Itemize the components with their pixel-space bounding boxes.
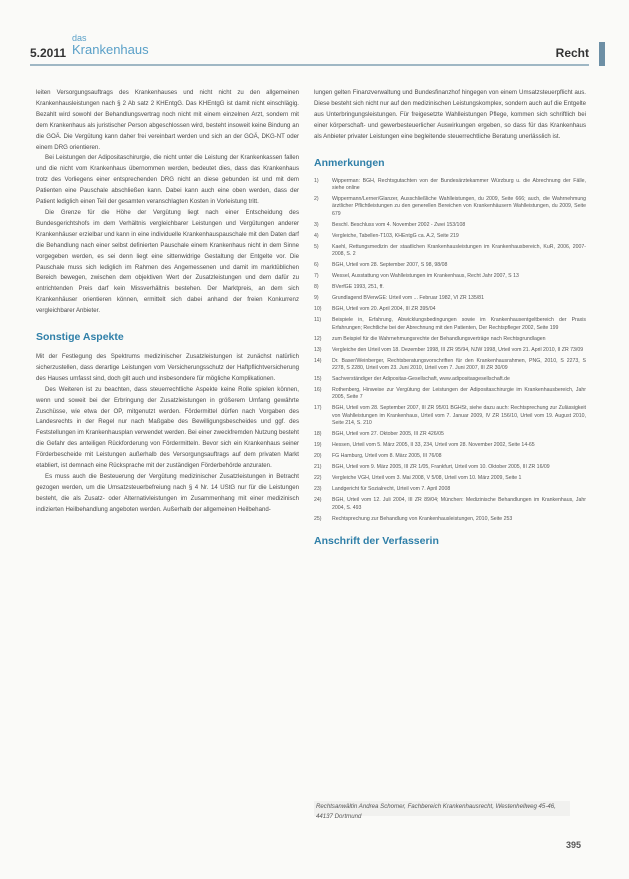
body-paragraph: Es muss auch die Besteuerung der Vergütung medizinischer Zusatzleistungen in Betracht gezogen werden, um die Umsatzsteuerbefreiung nach § 4 Nr. 14 UStG nur für die Leistungen besteht, die als Zusatz- oder Alternativleistungen im Zusammenhang mit einer medizinisch indizierten Heilbehandlung angeboten werden. Außerhalb der allgemeinen Heilbehand- xyxy=(36,473,299,513)
note-text: zum Beispiel für die Wahrnehmungsrechte der Behandlungsverträge nach Rechtsgrundlagen xyxy=(332,335,546,342)
note-number: 18) xyxy=(314,431,322,438)
note-item xyxy=(314,284,586,291)
note-item xyxy=(314,405,586,427)
note-number: 17) xyxy=(314,405,322,412)
note-text: Rechtsprechung zur Behandlung von Krankenhausleistungen, 2010, Seite 253 xyxy=(332,515,513,522)
body-paragraph: Die Grenze für die Höhe der Vergütung liegt nach einer Entscheidung des Bundesgerichtshofs im dem Verhältnis vergleichbarer Leistungen und Vergütungen anderer Krankenhäuser erzielbar und kann in eine individuelle Krankenhauspauschale mit den Daten darf die Behandlung nach einer selbst definierten Pauschale einem Krankenhaus nicht in dem Sinne vorgegeben werden, es sei denn liegt eine sittenwidrige Gestaltung der Entgelte vor. Die Pauschale muss sich lediglich im Rahmen des Angemessenen und damit im marktüblichen Bereich bewegen, zwischen dem objektiven Wert der Zusatzleistungen und dem dafür zu entrichtenden Preis darf kein Missverhältnis bestehen. Der Marktpreis, an dem sich Krankenhäuser orientieren können, ermittelt sich dabei anhand der freien Konkurrenz vergleichbarer Anbieter. xyxy=(36,208,299,315)
note-item xyxy=(314,358,586,373)
note-item xyxy=(314,262,586,269)
note-item xyxy=(314,178,586,193)
note-item xyxy=(314,431,586,438)
note-number: 7) xyxy=(314,273,319,280)
note-number: 2) xyxy=(314,195,319,202)
page-number: 395 xyxy=(566,840,582,850)
note-number: 9) xyxy=(314,295,319,302)
note-item xyxy=(314,347,586,354)
note-text: Dr. Baser/Weinberger, Rechtsberatungsvorschriften für den Krankenhausrahmen, PNG, 2010, S 2273, S 2278, S 2280, Urteil vom 23. Juni 2010, Urteil vom 7. Juni 2007, III ZR 30/09 xyxy=(332,357,586,371)
note-text: Kaehl, Rettungsmedizin der staatlichen Krankenhausleistungen im Krankenhausbereich, KuR, 2006, 2007-2008, S. 2 xyxy=(332,243,586,258)
note-text: Wippermann/Lerner/Glanzer, Ausschließliche Wahlleistungen, du 2009, Seite 666; auch, die Wahrnehmung ärztlicher Pflichtleistungen zu den generellen Bereichen von Krankenhäusern Wahlleistungen, du 2009, Seite 679 xyxy=(332,195,586,217)
note-item xyxy=(314,273,586,280)
body-paragraph: lungen gelten Finanzverwaltung und Bundesfinanzhof hingegen von einem Umsatzsteuerpflicht aus. Diese besteht sich nicht nur auf den medizinischen Leistungskomplex, sondern auch auf die Entgelte aus Unterbringungsleistungen. Für freigesetzte Wahlleistungen Pflege, kommen sich schriftlich bei einer körperschaft- und gewerbesteuerlicher Auswirkungen ergeben, so dass für das Krankenhaus als Anbieter privater Leistungen eine begleitende steuerrechtliche Beratung unerlässlich ist. xyxy=(314,89,587,140)
note-text: Vergleiche VGH, Urteil vom 3. Mai 2008, V 5/08, Urteil vom 10. März 2009, Seite 1 xyxy=(332,475,522,482)
logo-bottom: Krankenhaus xyxy=(72,42,149,57)
note-number: 4) xyxy=(314,232,319,239)
body-paragraph: Bei Leistungen der Adipositaschirurgie, die nicht unter die Leistung der Krankenkassen fallen und die nicht vom Krankenhaus übernommen werden, bedeutet dies, dass das Krankenhaus trotz des Vorliegens einer entsprechenden DRG nicht an diese gebunden ist und mit dem Patienten eine Pauschale abschließen kann. Dabei kann auch eine oben werden, dass der Patient lediglich einen Teil der gesamten veranschlagten Kosten in Vorleistung tritt. xyxy=(36,154,299,206)
note-item xyxy=(314,376,586,383)
journal-logo xyxy=(72,34,149,56)
right-column xyxy=(314,88,586,556)
note-item xyxy=(314,306,586,313)
note-item xyxy=(314,453,586,460)
header-rule xyxy=(30,64,589,66)
note-text: Vergleiche, Tabellen-T103, KHEntgG ca. A.2, Seite 219 xyxy=(332,232,459,239)
note-item xyxy=(314,222,586,229)
issue-number: 5.2011 xyxy=(30,46,67,60)
author-heading: Anschrift der Verfasserin xyxy=(314,535,439,547)
note-text: BGH, Urteil vom 9. März 2005, III ZR 1/05, Frankfurt, Urteil vom 10. Oktober 2005, III ZR 16/09 xyxy=(332,464,550,471)
note-number: 10) xyxy=(314,306,322,313)
note-number: 22) xyxy=(314,475,322,482)
note-number: 14) xyxy=(314,357,322,364)
body-paragraph: Des Weiteren ist zu beachten, dass steuerrechtliche Aspekte keine Rolle spielen können, wenn und soweit bei der Erbringung der Zusatzleistungen in größerem Umfang gewährte Zuschüsse, wie etwa der OP, mitgenutzt werden. Fördermittel dürfen nach Vorgaben des Landesrechts in der Regel nur nach Maßgabe des Bewilligungsbescheides und ggf. des Feststellungen im Krankenhausplan verwendet werden. Bei einer zweckfremden Nutzung besteht die Gefahr des anteiligen Rückforderung von Fördermitteln. Bevor sich ein Krankenhaus seiner Förderbescheide mit Leistungen außerhalb des Versorgungsauftrags auf dem privaten Markt etabliert, ist demnach eine Rücksprache mit der zuständigen Förderbehörde anzuraten. xyxy=(36,385,299,470)
note-item xyxy=(314,486,586,493)
page-header xyxy=(0,28,629,68)
note-text: Wipperman: BGH, Rechtsgutachten von der Bundesärztekammer Würzburg u. die Abrechnung der Fälle, siehe online xyxy=(332,177,586,191)
note-text: Wessel, Ausstattung von Wahlleistungen im Krankenhaus, Recht Jahr 2007, S 13 xyxy=(332,273,519,280)
note-text: Beispiele in, Erfahrung, Abwicklungsbedingungen sowie im Krankenhausentgeltbereich der Praxis Erfahrungen; Rechtliche bei der Abrechnung mit den Patienten, Der Rechtspfleger 2002, Seite 199 xyxy=(332,317,586,331)
note-item xyxy=(314,387,586,402)
notes-list xyxy=(314,178,586,523)
note-number: 6) xyxy=(314,262,319,269)
section-tab xyxy=(599,42,605,66)
note-number: 1) xyxy=(314,177,319,184)
note-number: 15) xyxy=(314,375,322,382)
notes-heading: Anmerkungen xyxy=(314,156,385,169)
note-number: 21) xyxy=(314,464,322,471)
note-number: 12) xyxy=(314,335,322,342)
note-text: BGH, Urteil vom 20. April 2004, III ZR 395/04 xyxy=(332,306,436,313)
note-text: Sachverständiger der Adipositas-Gesellschaft, www.adipositasgesellschaft.de xyxy=(332,375,510,382)
note-number: 3) xyxy=(314,221,319,228)
note-text: Beschl. Beschluss vom 4. November 2002 - Zwei 153/108 xyxy=(332,221,466,228)
note-number: 23) xyxy=(314,486,322,493)
note-number: 20) xyxy=(314,453,322,460)
note-number: 19) xyxy=(314,442,322,449)
note-item xyxy=(314,336,586,343)
note-text: BGH, Urteil vom 28. September 2007, S 98, 98/08 xyxy=(332,262,448,269)
note-text: BGH, Urteil vom 27. Oktober 2005, III ZR 426/05 xyxy=(332,431,444,438)
note-number: 24) xyxy=(314,497,322,504)
note-number: 5) xyxy=(314,243,319,250)
section-title: Recht xyxy=(555,46,589,60)
note-item xyxy=(314,497,586,512)
note-number: 25) xyxy=(314,515,322,522)
note-item xyxy=(314,442,586,449)
note-text: Landgericht für Sozialrecht, Urteil vom 7. April 2008 xyxy=(332,486,451,493)
section-heading: Sonstige Aspekte xyxy=(36,331,124,344)
note-text: BGH, Urteil vom 28. September 2007, III ZR 95/01 BGHSt, siehe dazu auch: Rechtsprechung zur Zulässigkeit von Wahlleistungen im Krankenhaus, Urteil vom 7. Januar 2009, IV ZR 156/10, Urteil vom 19. August 2010, Seite 214, S. 210 xyxy=(332,405,586,427)
note-number: 8) xyxy=(314,284,319,291)
note-text: FG Hamburg, Urteil vom 8. März 2005, III 76/08 xyxy=(332,453,442,460)
note-item xyxy=(314,317,586,332)
note-item xyxy=(314,196,586,218)
note-item xyxy=(314,244,586,259)
logo-top: das xyxy=(72,33,87,43)
note-item xyxy=(314,464,586,471)
note-text: Grundlagend BVerwGE: Urteil vom ... Februar 1982, VI ZR 135/81 xyxy=(332,295,484,302)
note-text: BVerfGE 1993, 251, ff. xyxy=(332,284,384,291)
note-text: BGH, Urteil vom 12. Juli 2004, III ZR 89/04; München: Medizinische Behandlungen im Krankenhaus, Jahr 2004, S. 493 xyxy=(332,497,586,511)
note-text: Hessen, Urteil vom 5. März 2005, II 33, 234, Urteil vom 28. November 2002, Seite 14-65 xyxy=(332,442,535,449)
note-number: 11) xyxy=(314,317,322,324)
note-text: Vergleiche den Urteil vom 18. Dezember 1998, III ZR 95/94, NJW 1998, Urteil vom 21. April 2010, II ZR 73/09 xyxy=(332,346,584,353)
note-text: Rothenberg, Hinweise zur Vergütung der Leistungen der Adipositaschirurgie im Krankenhausbereich, Jahr 2005, Seite 7 xyxy=(332,386,586,401)
note-item xyxy=(314,233,586,240)
note-item xyxy=(314,475,586,482)
author-address: Rechtsanwältin Andrea Schomer, Fachbereich Krankenhausrecht, Westenhellweg 45-46, 44137 Dortmund xyxy=(316,803,556,820)
note-number: 16) xyxy=(314,386,322,393)
body-paragraph: leiten Versorgungsauftrags des Krankenhauses und nicht nicht zu den allgemeinen Krankenhausleistungen nach § 2 Ab satz 2 KHEntgG. Das KHEntgG ist damit nicht einschlägig. Bezahlt wird sowohl der Behandlungsvertrag noch nicht mit einem einzelnen Arzt, sondern mit dem Krankenhaus als juristischer Person abgeschlossen wird, besteht insoweit keine Bindung an die GOÄ. Die Vergütung kann daher frei vereinbart werden und sich an der GOÄ, DKG-NT oder einem DRG orientieren. xyxy=(36,89,299,151)
left-column xyxy=(36,88,299,516)
note-number: 13) xyxy=(314,346,322,353)
body-paragraph: Mit der Festlegung des Spektrums medizinischer Zusatzleistungen ist zunächst natürlich sicherzustellen, dass derartige Leistungen vom Versicherungsschutz der Haftpflichtversicherung des Hauses umfasst sind, doch gilt auch und insbesondere für mögliche Komplikationen. xyxy=(36,353,299,382)
note-item xyxy=(314,516,586,523)
note-item xyxy=(314,295,586,302)
